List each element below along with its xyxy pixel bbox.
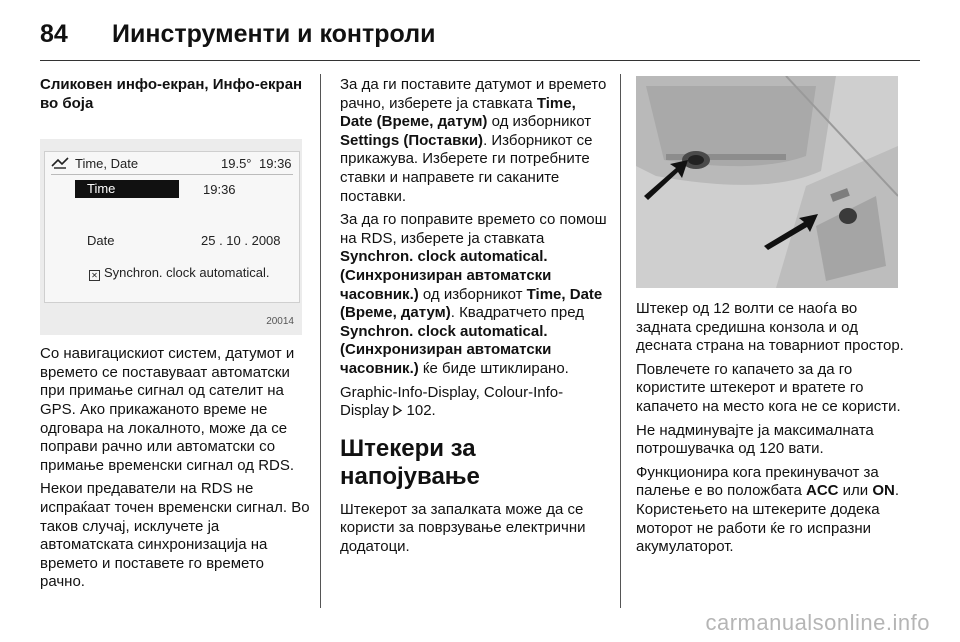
display-screen [44,151,300,303]
paragraph: Штекер од 12 волти се наоѓа во задната средишна конзола и од десната страна на товарниот простор. [636,300,904,355]
outlet-illustration [636,76,898,288]
paragraph: За да ги поставите датумот и времето рачно, изберете ја ставката Time, Date (Време, датум) од изборникот Settings (Поставки). Изборникот се прикажува. Изберете ги потребните ставки и направете ги саканите поставки. [340,76,607,205]
page-reference[interactable]: 102. [406,402,436,420]
paragraph: Со навигацискиот систем, датумот и времето се поставуваат автоматски при примање сигнал од сателит на GPS. Ако прикажаното време не одговара на локалното, може да се поправи рачно или автоматски со примање временски сигнал од RDS. [40,345,295,474]
date-value: 25 . 10 . 2008 [201,233,281,249]
screen-divider [51,174,293,175]
menu-ref: Settings (Поставки) [340,131,484,149]
column-divider-1 [320,74,321,608]
settings-icon [51,157,69,169]
screen-title: Time, Date [75,156,139,172]
page-reference-icon [393,405,402,416]
power-outlet-photo [636,76,898,288]
clock-readout: 19:36 [259,156,292,172]
column-2 [340,76,608,561]
info-display-figure [40,139,302,335]
sync-label: Synchron. clock automatical. [104,265,270,281]
menu-ref: Synchron. clock automatical. (Синхронизиран автоматски часовник.) [340,322,552,377]
paragraph: Повлечете го капачето за да го користите штекерот и вратете го капачето на место кога не се користи. [636,360,901,415]
paragraph: Некои предаватели на RDS не испраќаат точен временски сигнал. Во таков случај, исклучете ја автоматската синхронизација на времето и поставете го времето рачно. [40,480,310,591]
column-1 [40,76,312,597]
paragraph: Функционира кога прекинувачот за палење е во положбата ACC или ON. Користењето на штекерите додека моторот не работи ќе го испразни акумулаторот. [636,463,900,556]
checkbox-icon: ✕ [89,270,100,281]
temperature-readout: 19.5° [221,156,252,172]
menu-ref: Time, Date (Време, датум) [340,94,576,131]
paragraph: За да го поправите времето со помош на RDS, изберете ја ставката Synchron. clock automatical. (Синхронизиран автоматски часовник.) од изборникот Time, Date (Време, датум). Квадратчето пред Synchron. clock automatical. (Синхронизиран автоматски часовник.) ќе биде штиклирано. [340,211,607,377]
paragraph: Штекерот за запалката може да се користи за поврзување електрични додатоци. [340,500,586,555]
page-header [40,14,920,54]
column-divider-2 [620,74,621,608]
ignition-position: ACC [805,482,839,500]
ignition-position: ON [872,482,895,500]
time-value: 19:36 [203,182,236,198]
watermark: carmanualsonline.info [705,610,930,635]
sync-option[interactable] [89,264,269,283]
header-divider [40,60,920,61]
section-title: Сликовен инфо-екран, Инфо-екран во боја [40,76,303,112]
column-3 [636,76,904,562]
menu-item-time[interactable]: Time [75,180,179,198]
page-title: Иинструменти и контроли [112,19,436,48]
section-heading: Штекери за напојување [340,434,480,490]
paragraph: Graphic-Info-Display, Colour-Info-Display 102. [340,383,564,420]
page-number: 84 [40,19,68,48]
menu-ref: Synchron. clock automatical. (Синхронизиран автоматски часовник.) [340,248,552,303]
menu-item-date[interactable]: Date [87,233,115,249]
figure-code: 20014 [266,315,294,327]
paragraph: Не надминувајте ја максималната потрошувачка од 120 вати. [636,421,874,458]
menu-ref: Time, Date (Време, датум) [340,285,603,322]
